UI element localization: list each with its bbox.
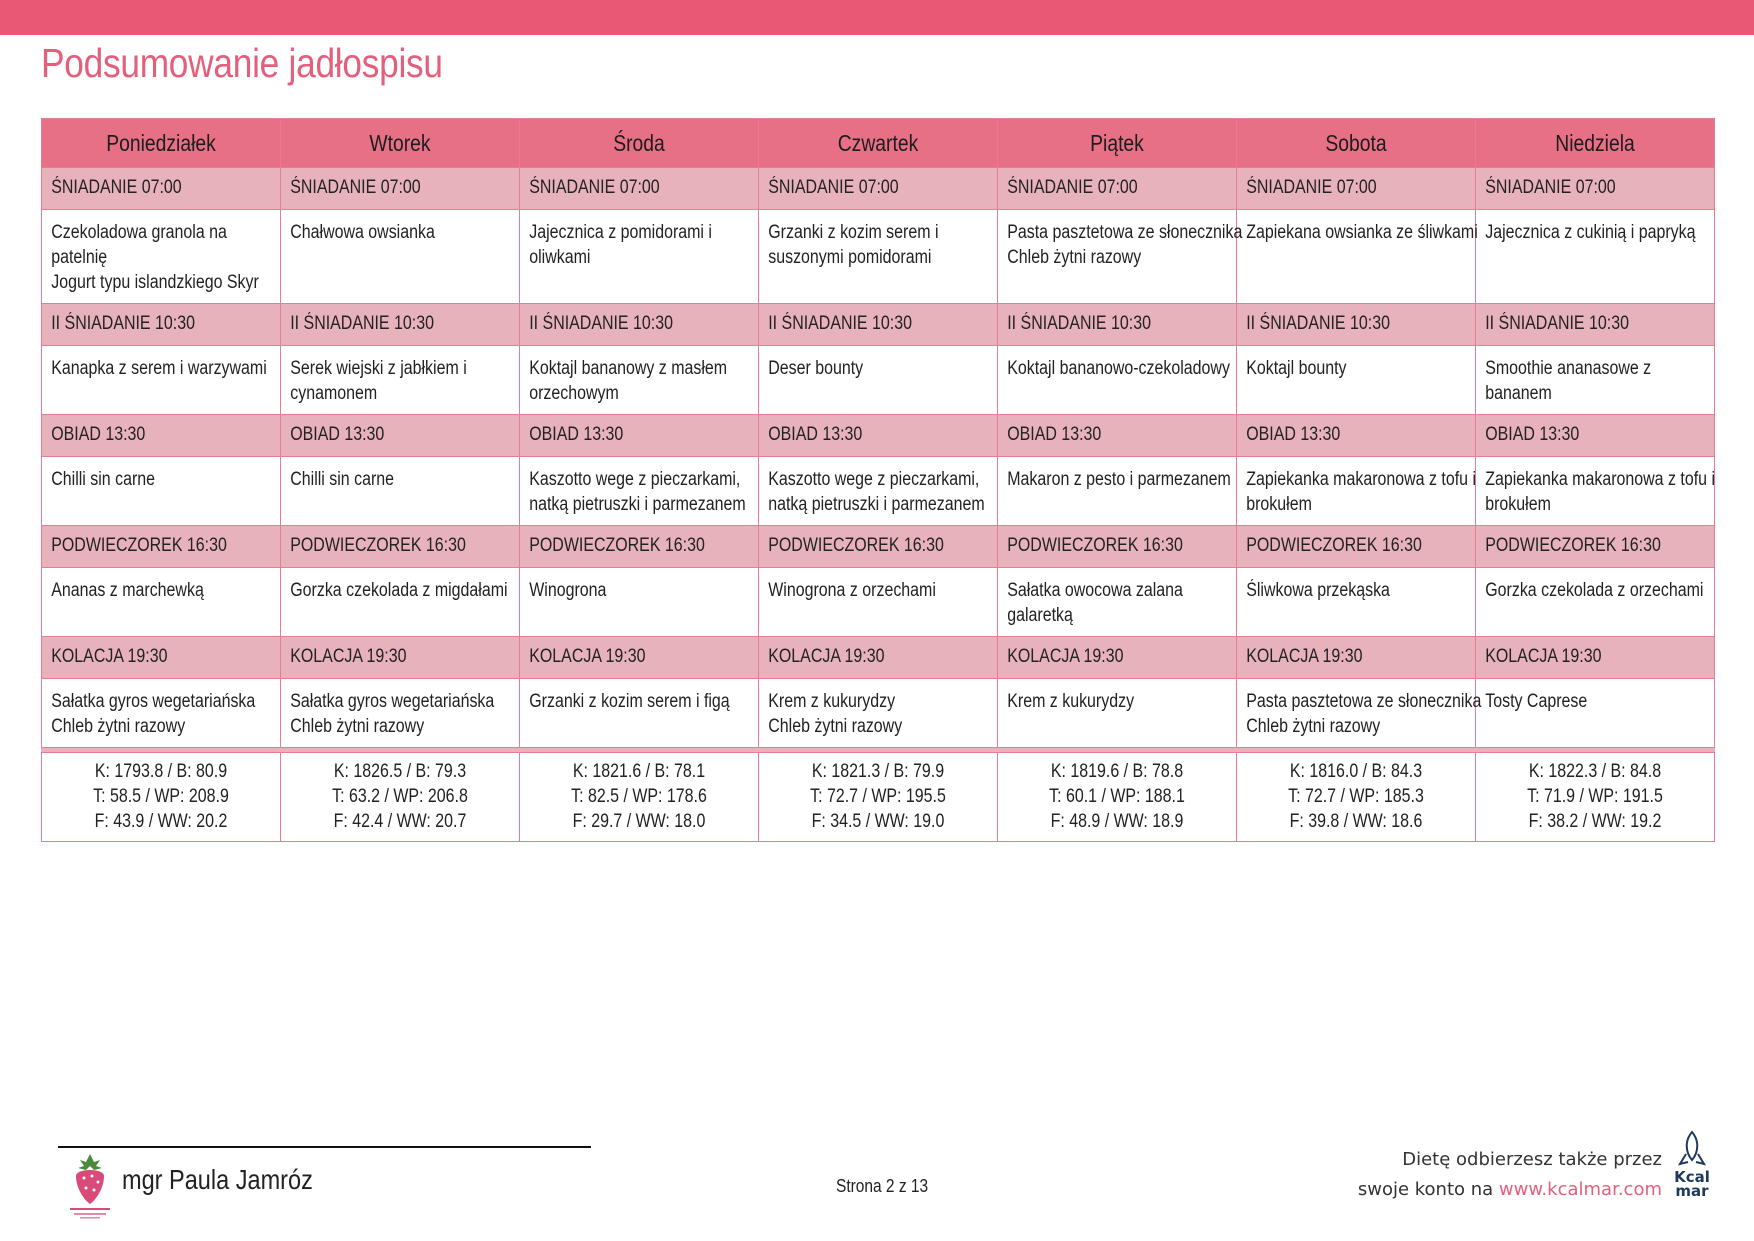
nutrition-line: F: 38.2 / WW: 19.2 [1528, 811, 1662, 832]
dish-cell [42, 679, 281, 748]
day-header [759, 119, 998, 168]
nutrition-line: F: 43.9 / WW: 20.2 [94, 811, 228, 832]
meal-label-cell [281, 304, 520, 346]
dish-list [42, 679, 287, 747]
day-header-label: Niedziela [1555, 129, 1635, 156]
day-header-label: Poniedziałek [106, 129, 216, 156]
day-header [520, 119, 759, 168]
dish-cell [520, 457, 759, 526]
dish-item: Winogrona z orzechami [768, 580, 936, 601]
dish-item: Grzanki z kozim serem i figą [529, 691, 730, 712]
meal-label: II ŚNIADANIE 10:30 [51, 313, 195, 334]
dish-list [520, 210, 765, 278]
nutrition-line: K: 1826.5 / B: 79.3 [333, 761, 467, 782]
nutrition-line: F: 48.9 / WW: 18.9 [1050, 811, 1184, 832]
dish-cell [1237, 457, 1476, 526]
dish-item: Serek wiejski z jabłkiem i cynamonem [290, 358, 467, 404]
dish-item: Śliwkowa przekąska [1246, 580, 1390, 601]
nutrition-summary-cell [998, 753, 1237, 842]
meal-label: OBIAD 13:30 [529, 424, 624, 445]
meal-label: KOLACJA 19:30 [290, 646, 407, 667]
meal-label-cell [281, 526, 520, 568]
nutrition-line: T: 58.5 / WP: 208.9 [93, 786, 229, 807]
meal-label: ŚNIADANIE 07:00 [290, 177, 421, 198]
dish-item: Jajecznica z cukinią i papryką [1485, 222, 1696, 243]
nutrition-line: K: 1793.8 / B: 80.9 [94, 761, 228, 782]
day-header [42, 119, 281, 168]
dish-list [520, 346, 765, 414]
dish-item: Krem z kukurydzy [768, 691, 896, 712]
dish-item: Koktajl bananowy z masłem orzechowym [529, 358, 728, 404]
meal-label: OBIAD 13:30 [768, 424, 863, 445]
dish-cell [42, 568, 281, 637]
meal-label: PODWIECZOREK 16:30 [290, 535, 466, 556]
promo-line-2-text: swoje konto na [1357, 1179, 1494, 1200]
dish-item: Smoothie ananasowe z bananem [1485, 358, 1652, 404]
dish-list [1476, 457, 1721, 525]
day-header-label: Środa [613, 129, 665, 156]
dish-list [759, 679, 1004, 747]
meal-label-cell [1237, 637, 1476, 679]
dish-item: Chleb żytni razowy [1246, 716, 1381, 737]
meal-label-cell [520, 415, 759, 457]
dish-list [281, 457, 526, 500]
promo-line-1: Dietę odbierzesz także przez [1402, 1149, 1662, 1170]
dish-list [759, 210, 1004, 278]
dish-cell [281, 568, 520, 637]
dish-item: Koktajl bounty [1246, 358, 1347, 379]
dish-cell [1237, 346, 1476, 415]
dish-list [1476, 568, 1721, 611]
meal-label: II ŚNIADANIE 10:30 [768, 313, 912, 334]
dish-cell [520, 346, 759, 415]
meal-label-cell [42, 168, 281, 210]
meal-label: ŚNIADANIE 07:00 [51, 177, 182, 198]
dish-cell [520, 568, 759, 637]
nutrition-summary-cell [1476, 753, 1715, 842]
dish-item: Chleb żytni razowy [51, 716, 186, 737]
meal-label: KOLACJA 19:30 [1007, 646, 1124, 667]
dish-row [42, 346, 1715, 415]
nutrition-line: T: 63.2 / WP: 206.8 [332, 786, 468, 807]
meal-label-cell [281, 637, 520, 679]
meal-label: KOLACJA 19:30 [1485, 646, 1602, 667]
nutrition-line: F: 42.4 / WW: 20.7 [333, 811, 467, 832]
nutrition-values [539, 753, 739, 834]
kcalmar-link[interactable]: www.kcalmar.com [1498, 1179, 1662, 1200]
meal-label-cell [1476, 304, 1715, 346]
nutrition-line: F: 39.8 / WW: 18.6 [1289, 811, 1423, 832]
dish-cell [998, 457, 1237, 526]
meal-label: OBIAD 13:30 [1007, 424, 1102, 445]
dish-cell [281, 457, 520, 526]
meal-label: II ŚNIADANIE 10:30 [1246, 313, 1390, 334]
meal-label: KOLACJA 19:30 [1246, 646, 1363, 667]
dish-item: Koktajl bananowo-czekoladowy [1007, 358, 1230, 379]
kcal-logo-top-text: Kcal [1674, 1168, 1710, 1186]
nutrition-summary-cell [759, 753, 998, 842]
dish-list [998, 568, 1243, 636]
dish-item: Chleb żytni razowy [290, 716, 425, 737]
meal-label-cell [42, 415, 281, 457]
dish-row [42, 568, 1715, 637]
page-number: Strona 2 z 13 [836, 1176, 929, 1196]
dish-item: Kaszotto wege z pieczarkami, natką pietruszki i parmezanem [529, 469, 746, 515]
meal-label-cell [42, 304, 281, 346]
dish-item: Zapiekanka makaronowa z tofu i brokułem [1485, 469, 1716, 515]
day-header-label: Czwartek [837, 129, 919, 156]
dish-row [42, 210, 1715, 304]
day-header-row [42, 119, 1715, 168]
meal-label-cell [759, 415, 998, 457]
dish-cell [520, 210, 759, 304]
meal-label-cell [1476, 168, 1715, 210]
dish-cell [281, 210, 520, 304]
dish-cell [1476, 679, 1715, 748]
meal-label: PODWIECZOREK 16:30 [51, 535, 227, 556]
dish-list [42, 346, 287, 389]
nutrition-values [1256, 753, 1456, 834]
dish-item: Zapiekana owsianka ze śliwkami [1246, 222, 1478, 243]
meal-label-row [42, 168, 1715, 210]
meal-label-cell [1476, 415, 1715, 457]
meal-label: PODWIECZOREK 16:30 [1246, 535, 1422, 556]
dish-cell [759, 679, 998, 748]
dish-list [520, 457, 765, 525]
meal-label: ŚNIADANIE 07:00 [1246, 177, 1377, 198]
meal-label-cell [998, 415, 1237, 457]
meal-label: II ŚNIADANIE 10:30 [290, 313, 434, 334]
nutrition-values [1017, 753, 1217, 834]
meal-label-row [42, 304, 1715, 346]
meal-label: ŚNIADANIE 07:00 [1007, 177, 1138, 198]
dish-list [759, 457, 1004, 525]
day-header-label: Wtorek [369, 129, 431, 156]
dish-row [42, 457, 1715, 526]
dish-list [42, 457, 287, 500]
meal-label-cell [1476, 637, 1715, 679]
nutrition-line: T: 72.7 / WP: 195.5 [810, 786, 946, 807]
meal-label-cell [998, 637, 1237, 679]
dish-list [281, 346, 526, 414]
dish-list [1237, 568, 1482, 611]
nutrition-line: T: 71.9 / WP: 191.5 [1527, 786, 1663, 807]
dish-item: Pasta pasztetowa ze słonecznika [1007, 222, 1243, 243]
dish-list [1476, 210, 1721, 253]
dish-item: Tosty Caprese [1485, 691, 1588, 712]
menu-summary-table [41, 118, 1715, 842]
nutrition-line: T: 60.1 / WP: 188.1 [1049, 786, 1185, 807]
day-header [281, 119, 520, 168]
dish-item: Kanapka z serem i warzywami [51, 358, 267, 379]
dish-item: Sałatka owocowa zalana galaretką [1007, 580, 1183, 626]
dish-item: Krem z kukurydzy [1007, 691, 1135, 712]
dish-list [42, 210, 287, 303]
dish-cell [759, 210, 998, 304]
day-header-label: Sobota [1325, 129, 1387, 156]
kcal-logo-bottom-text: mar [1675, 1182, 1709, 1200]
day-header-label: Piątek [1090, 129, 1144, 156]
nutrition-summary-cell [281, 753, 520, 842]
dish-item: Deser bounty [768, 358, 864, 379]
nutrition-line: F: 34.5 / WW: 19.0 [811, 811, 945, 832]
meal-label-cell [520, 637, 759, 679]
meal-label-row [42, 415, 1715, 457]
dish-item: Chilli sin carne [290, 469, 395, 490]
dish-list [1476, 679, 1721, 722]
nutrition-values [300, 753, 500, 834]
dish-list [1237, 679, 1482, 747]
meal-label-cell [1476, 526, 1715, 568]
nutrition-line: K: 1821.3 / B: 79.9 [811, 761, 945, 782]
meal-label-cell [998, 304, 1237, 346]
nutrition-line: F: 29.7 / WW: 18.0 [572, 811, 706, 832]
meal-label-cell [759, 304, 998, 346]
meal-label-row [42, 637, 1715, 679]
meal-label: ŚNIADANIE 07:00 [768, 177, 899, 198]
meal-label-row [42, 526, 1715, 568]
meal-label: II ŚNIADANIE 10:30 [529, 313, 673, 334]
meal-label-cell [42, 526, 281, 568]
meal-label-cell [520, 168, 759, 210]
dish-cell [520, 679, 759, 748]
meal-label-cell [759, 526, 998, 568]
footer-divider [58, 1146, 591, 1148]
dish-item: Winogrona [529, 580, 607, 601]
dish-cell [42, 346, 281, 415]
dish-cell [759, 568, 998, 637]
dish-cell [281, 679, 520, 748]
dish-item: Gorzka czekolada z orzechami [1485, 580, 1704, 601]
dish-item: Zapiekanka makaronowa z tofu i brokułem [1246, 469, 1477, 515]
meal-label-cell [520, 526, 759, 568]
meal-label: PODWIECZOREK 16:30 [1007, 535, 1183, 556]
meal-label-cell [1237, 168, 1476, 210]
nutrition-summary-cell [1237, 753, 1476, 842]
dish-list [520, 568, 765, 611]
dish-cell [1237, 210, 1476, 304]
day-header [1476, 119, 1715, 168]
nutrition-summary-row [42, 753, 1715, 842]
nutrition-line: K: 1819.6 / B: 78.8 [1050, 761, 1184, 782]
dish-cell [1237, 568, 1476, 637]
dish-list [520, 679, 765, 722]
dish-list [281, 679, 526, 747]
meal-label-cell [281, 168, 520, 210]
dish-item: Chilli sin carne [51, 469, 156, 490]
dish-cell [998, 346, 1237, 415]
dish-cell [759, 346, 998, 415]
meal-label-cell [42, 637, 281, 679]
author-name: mgr Paula Jamróz [122, 1164, 313, 1195]
meal-label: PODWIECZOREK 16:30 [529, 535, 705, 556]
dish-list [1476, 346, 1721, 414]
nutrition-values [778, 753, 978, 834]
dish-list [1237, 457, 1482, 525]
dish-cell [998, 210, 1243, 304]
dish-list [1237, 346, 1482, 389]
dish-cell [1476, 346, 1715, 415]
dish-cell [281, 346, 520, 415]
dish-cell [759, 457, 998, 526]
day-header [998, 119, 1237, 168]
dish-item: Ananas z marchewką [51, 580, 204, 601]
nutrition-values [61, 753, 261, 834]
nutrition-line: T: 72.7 / WP: 185.3 [1288, 786, 1424, 807]
meal-label: KOLACJA 19:30 [51, 646, 168, 667]
dish-item: Kaszotto wege z pieczarkami, natką pietruszki i parmezanem [768, 469, 985, 515]
meal-label-cell [759, 637, 998, 679]
dish-list [998, 210, 1243, 278]
nutrition-line: K: 1821.6 / B: 78.1 [572, 761, 706, 782]
dish-item: Pasta pasztetowa ze słonecznika [1246, 691, 1482, 712]
meal-label-cell [281, 415, 520, 457]
dish-item: Gorzka czekolada z migdałami [290, 580, 508, 601]
dish-cell [1476, 210, 1715, 304]
dish-item: Grzanki z kozim serem i suszonymi pomidorami [768, 222, 939, 268]
dish-row [42, 679, 1715, 748]
promo-text [1358, 1145, 1662, 1205]
promo-line-2 [1358, 1175, 1662, 1205]
meal-label-cell [998, 526, 1237, 568]
dish-cell [1476, 457, 1715, 526]
meal-label-cell [759, 168, 998, 210]
meal-label: ŚNIADANIE 07:00 [529, 177, 660, 198]
strawberry-logo-icon [66, 1152, 114, 1220]
dish-item: Czekoladowa granola na patelnię [51, 222, 227, 268]
dish-cell [1237, 679, 1482, 748]
dish-cell [42, 457, 281, 526]
meal-label: OBIAD 13:30 [1246, 424, 1341, 445]
nutrition-values [1495, 753, 1695, 834]
dish-item: Makaron z pesto i parmezanem [1007, 469, 1231, 490]
nutrition-line: K: 1816.0 / B: 84.3 [1289, 761, 1423, 782]
dish-list [998, 346, 1243, 389]
dish-list [281, 568, 526, 611]
nutrition-line: K: 1822.3 / B: 84.8 [1528, 761, 1662, 782]
meal-label: II ŚNIADANIE 10:30 [1007, 313, 1151, 334]
dish-list [998, 457, 1243, 500]
meal-label-cell [1237, 304, 1476, 346]
dish-cell [1476, 568, 1715, 637]
dish-item: Chleb żytni razowy [1007, 247, 1142, 268]
dish-list [998, 679, 1243, 722]
nutrition-summary-cell [42, 753, 281, 842]
dish-cell [998, 568, 1237, 637]
meal-label: PODWIECZOREK 16:30 [1485, 535, 1661, 556]
meal-label-cell [1237, 415, 1476, 457]
dish-item: Chleb żytni razowy [768, 716, 903, 737]
dish-list [42, 568, 287, 611]
day-header [1237, 119, 1476, 168]
meal-label: II ŚNIADANIE 10:30 [1485, 313, 1629, 334]
dish-item: Sałatka gyros wegetariańska [51, 691, 256, 712]
nutrition-summary-cell [520, 753, 759, 842]
kcalmar-logo-icon [1668, 1130, 1716, 1200]
dish-item: Jajecznica z pomidorami i oliwkami [529, 222, 712, 268]
dish-list [759, 346, 1004, 389]
dish-item: Sałatka gyros wegetariańska [290, 691, 495, 712]
meal-label: OBIAD 13:30 [1485, 424, 1580, 445]
meal-label: OBIAD 13:30 [51, 424, 146, 445]
dish-item: Jogurt typu islandzkiego Skyr [51, 272, 259, 293]
meal-label-cell [1237, 526, 1476, 568]
dish-cell [42, 210, 281, 304]
dish-list [1237, 210, 1482, 253]
meal-label-cell [998, 168, 1237, 210]
meal-label: KOLACJA 19:30 [529, 646, 646, 667]
meal-label-cell [520, 304, 759, 346]
nutrition-line: T: 82.5 / WP: 178.6 [571, 786, 707, 807]
page-title: Podsumowanie jadłospisu [41, 40, 443, 86]
dish-list [281, 210, 526, 253]
dish-list [759, 568, 1004, 611]
meal-label: OBIAD 13:30 [290, 424, 385, 445]
dish-item: Chałwowa owsianka [290, 222, 435, 243]
top-accent-bar [0, 0, 1754, 35]
dish-cell [998, 679, 1237, 748]
meal-label: PODWIECZOREK 16:30 [768, 535, 944, 556]
meal-label: KOLACJA 19:30 [768, 646, 885, 667]
meal-label: ŚNIADANIE 07:00 [1485, 177, 1616, 198]
